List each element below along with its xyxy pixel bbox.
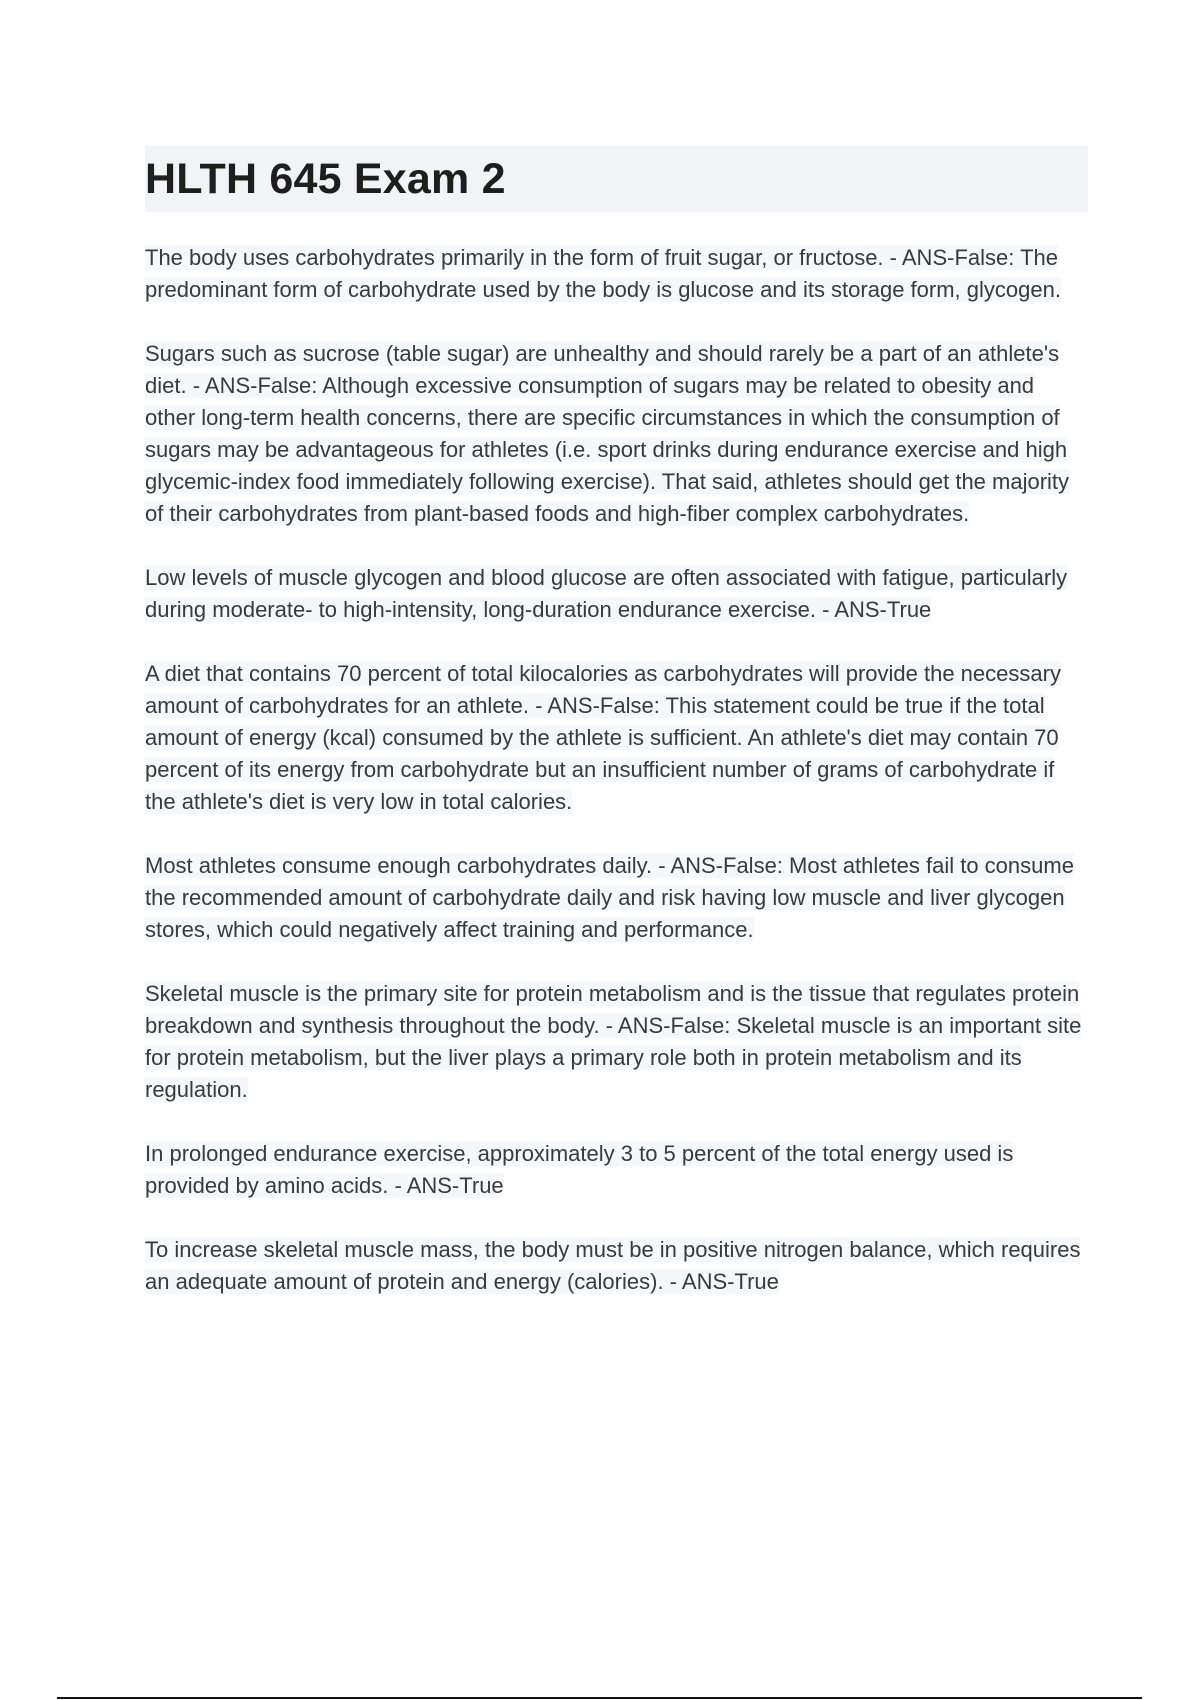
qa-entry: [145, 1234, 1088, 1298]
qa-entry: [145, 1138, 1088, 1202]
qa-entry: [145, 658, 1088, 818]
qa-entry-text: In prolonged endurance exercise, approximately 3 to 5 percent of the total energy used is provided by amino acids. - ANS-True: [145, 1141, 1014, 1198]
qa-entry: [145, 978, 1088, 1106]
qa-entry: [145, 242, 1088, 306]
qa-entry-text: Most athletes consume enough carbohydrates daily. - ANS-False: Most athletes fail to consume the recommended amount of carbohydrate daily and risk having low muscle and liver glycogen stores, which could negatively affect training and performance.: [145, 853, 1074, 942]
qa-entry-text: Sugars such as sucrose (table sugar) are unhealthy and should rarely be a part of an athlete's diet. - ANS-False: Although excessive consumption of sugars may be related to obesity and other long-term health concerns, there are specific circumstances in which the consumption of sugars may be advantageous for athletes (i.e. sport drinks during endurance exercise and high glycemic-index food immediately following exercise). That said, athletes should get the majority of their carbohydrates from plant-based foods and high-fiber complex carbohydrates.: [145, 341, 1070, 526]
document-page: [145, 146, 1088, 1330]
qa-entry-text: The body uses carbohydrates primarily in the form of fruit sugar, or fructose. - ANS-False: The predominant form of carbohydrate used by the body is glucose and its storage form, glycogen.: [145, 245, 1061, 302]
qa-entry-text: To increase skeletal muscle mass, the body must be in positive nitrogen balance, which requires an adequate amount of protein and energy (calories). - ANS-True: [145, 1237, 1081, 1294]
page-title: HLTH 645 Exam 2: [145, 154, 506, 203]
qa-entry-text: Skeletal muscle is the primary site for protein metabolism and is the tissue that regulates protein breakdown and synthesis throughout the body. - ANS-False: Skeletal muscle is an important site for protein metabolism, but the liver plays a primary role both in protein metabolism and its regulation.: [145, 981, 1082, 1102]
qa-entry: [145, 850, 1088, 946]
qa-entry: [145, 338, 1088, 530]
title-bar: [145, 146, 1088, 212]
qa-entry-text: Low levels of muscle glycogen and blood glucose are often associated with fatigue, particularly during moderate- to high-intensity, long-duration endurance exercise. - ANS-True: [145, 565, 1068, 622]
qa-list: [145, 242, 1088, 1298]
page-bottom-rule: [57, 1697, 1142, 1699]
qa-entry-text: A diet that contains 70 percent of total kilocalories as carbohydrates will provide the necessary amount of carbohydrates for an athlete. - ANS-False: This statement could be true if the total amount of energy (kcal) consumed by the athlete is sufficient. An athlete's diet may contain 70 percent of its energy from carbohydrate but an insufficient number of grams of carbohydrate if the athlete's diet is very low in total calories.: [145, 661, 1061, 814]
qa-entry: [145, 562, 1088, 626]
